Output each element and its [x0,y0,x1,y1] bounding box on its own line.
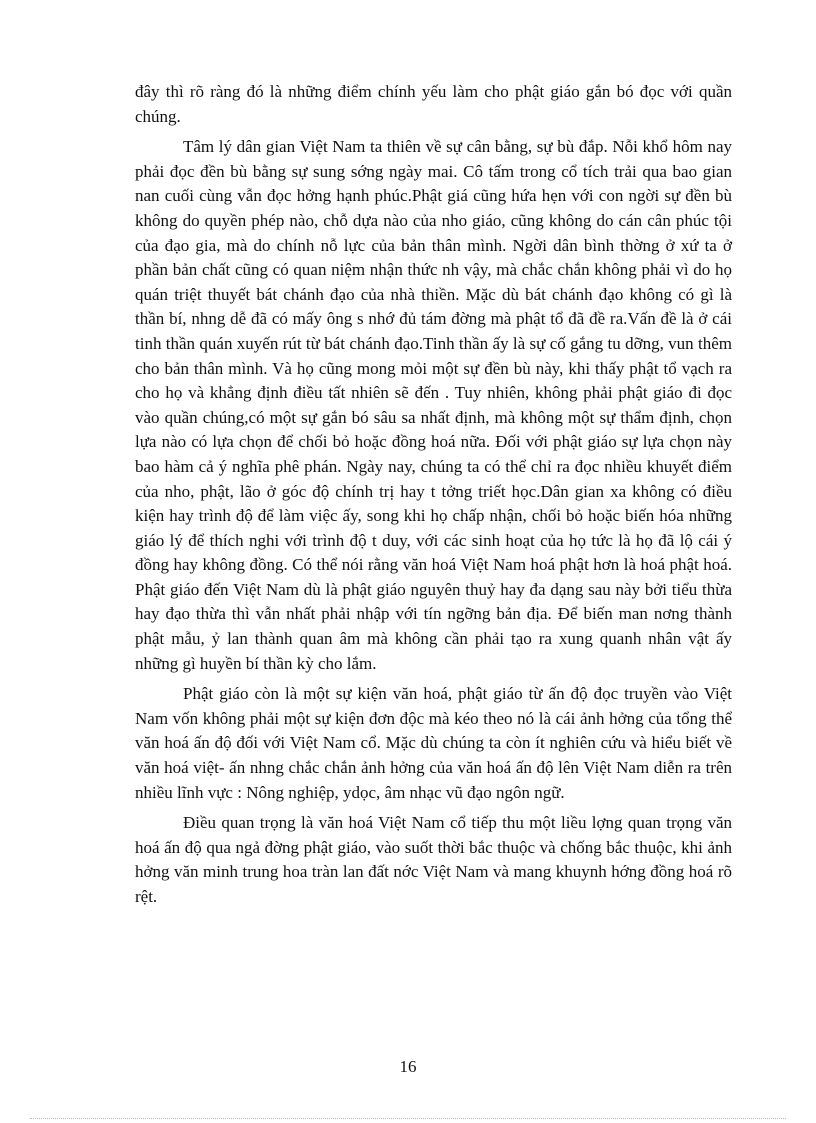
document-body [135,80,732,916]
page-bottom-divider [30,1118,786,1119]
paragraph: Điều quan trọng là văn hoá Việt Nam cổ tiếp thu một liều lợng quan trọng văn hoá ấn độ qua ngả đờng phật giáo, vào suốt thời bắc thuộc và chống bắc thuộc, khi ảnh hởng văn minh trung hoa tràn lan đất nớc Việt Nam và mang khuynh hớng đồng hoá rõ rệt. [135,813,732,906]
paragraph: Phật giáo còn là một sự kiện văn hoá, phật giáo từ ấn độ đọc truyền vào Việt Nam vốn không phải một sự kiện đơn độc mà kéo theo nó là cái ảnh hởng của tổng thể văn hoá ấn độ đối với Việt Nam cổ. Mặc dù chúng ta còn ít nghiên cứu và hiểu biết về văn hoá việt- ấn nhng chắc chắn ảnh hởng của văn hoá ấn độ lên Việt Nam diễn ra trên nhiều lĩnh vực : Nông nghiệp, ydọc, âm nhạc vũ đạo ngôn ngữ. [135,684,732,802]
page-number: 16 [399,1057,417,1076]
paragraph: Tâm lý dân gian Việt Nam ta thiên về sự cân bằng, sự bù đắp. Nỗi khổ hôm nay phải đọc đền bù bằng sự sung sớng ngày mai. Cô tấm trong cổ tích trải qua bao gian nan cuối cùng vẫn đọc hởng hạnh phúc.Phật giá cũng hứa hẹn với con ngời sự đền bù không do quyền phép nào, chỗ dựa nào của nho giáo, cũng không do cán cân phúc tội của đạo gia, mà do chính nỗ lực của bản thân mình. Ngời dân bình thờng ở xứ ta ở phần bản chất cũng có quan niệm nhận thức nh vậy, mà chắc chắn không phải vì do họ quán triệt thuyết bát chánh đạo của nhà thiền. Mặc dù bát chánh đạo không có gì là thần bí, nhng dễ đã có mấy ông s nhớ đủ tám đờng mà phật tổ đã đề ra.Vấn đề là ở cái tinh thần quán xuyến rút từ bát chánh đạo.Tinh thần ấy là sự cố gắng tu dỡng, vun thêm cho bản thân mình. Và họ cũng mong mỏi một sự đền bù này, khi thấy phật tổ vạch ra cho họ và khẳng định điều tất nhiên sẽ đến . Tuy nhiên, không phải phật giáo đi đọc vào quần chúng,có một sự gắn bó sâu sa nhất định, mà không một sự thẩm định, chọn lựa nào có lựa chọn để chối bỏ hoặc đồng hoá nữa. Đối với phật giáo sự lựa chọn này bao hàm cả ý nghĩa phê phán. Ngày nay, chúng ta có thể chỉ ra đọc nhiều khuyết điểm của nho, phật, lão ở góc độ chính trị hay t tởng triết học.Dân gian xa không có điều kiện hay trình độ để làm việc ấy, song khi họ chấp nhận, chối bỏ hoặc biến hóa những giáo lý để thích nghi với trình độ t duy, với các sinh hoạt của họ tức là họ đã lộ cái ý đồng hay không đồng. Có thể nói rằng văn hoá Việt Nam hoá phật hơn là hoá phật hoá. Phật giáo đến Việt Nam dù là phật giáo nguyên thuỷ hay đa dạng sau này bởi tiểu thừa hay đạo thừa thì vẫn nhất phải nhập với tín ngỡng bản địa. Để biến man nơng thành phật mẫu, ỷ lan thành quan âm mà không cần phải tạo ra xung quanh nhân vật ấy những gì huyền bí thần kỳ cho lắm. [135,137,732,673]
paragraph-continuation: đây thì rõ ràng đó là những điểm chính yếu làm cho phật giáo gắn bó đọc với quần chúng. [135,82,732,126]
